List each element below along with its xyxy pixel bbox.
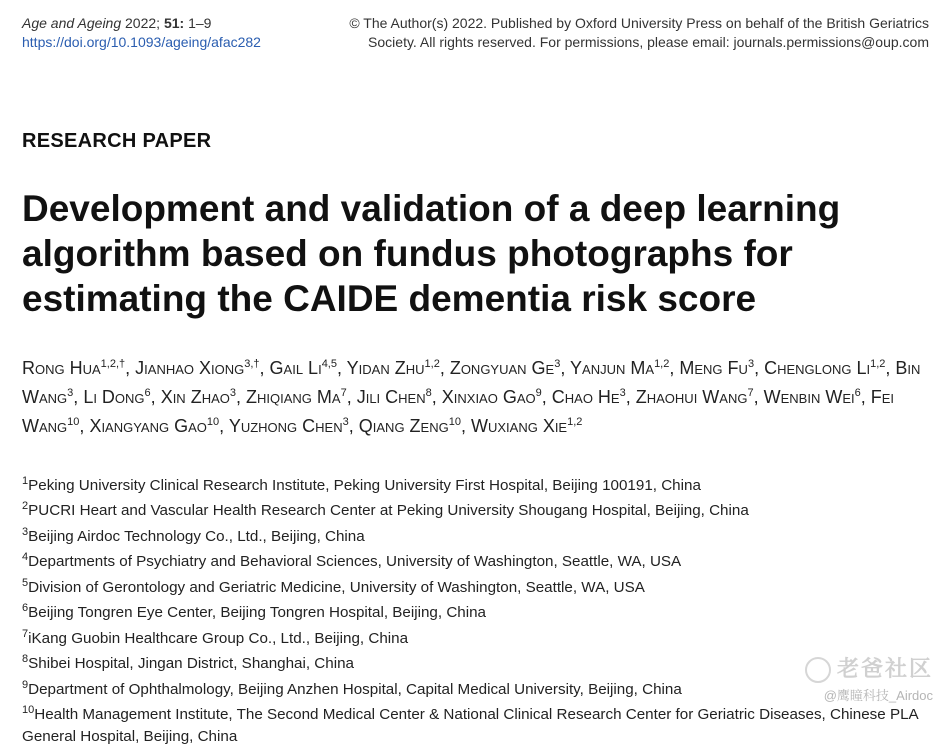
affiliation-number: 10 [22,704,35,717]
author-affiliation-marker: 3 [554,358,561,370]
affiliation-number: 4 [22,551,29,564]
author [442,387,542,407]
author [552,387,626,407]
watermark-logo-icon [805,657,831,683]
affiliation-number: 2 [22,500,29,513]
affiliation-number: 3 [22,525,29,538]
author-affiliation-marker: 6 [854,387,861,399]
affiliation-text: Division of Gerontology and Geriatric Medicine, University of Washington, Seattle, WA, USA [28,578,645,596]
author-affiliation-marker: 1,2 [567,416,583,428]
author [22,358,125,378]
author-name: Xinxiao Gao [441,387,536,407]
watermark-title [805,652,933,683]
author-name: Rong Hua [22,358,101,378]
affiliation [22,522,932,547]
author-name: Fei Wang [22,387,895,436]
affiliation-text: Health Management Institute, The Second Medical Center & National Clinical Research Center for Geriatric Diseases, Chinese PLA General Hospital, Beijing, China [22,706,918,745]
author [135,358,259,378]
author [471,416,582,436]
affiliation [22,573,932,598]
author-name: Zhaohui Wang [635,387,748,407]
doi-link[interactable]: https://doi.org/10.1093/ageing/afac282 [22,34,261,50]
author-affiliation-marker: 4,5 [321,358,337,370]
citation [22,14,261,52]
affiliation-text: Beijing Airdoc Technology Co., Ltd., Beijing, China [28,528,365,545]
author-affiliation-marker: 10 [67,416,80,428]
affiliation-number: 8 [22,653,29,666]
author [161,387,236,407]
author-name: Bin Wang [22,358,921,407]
citation-year: 2022; [121,15,164,31]
author-list: Rong Hua$^{1,2,\dagger}$, Jianhao Xiong$^{3,\dagger}$, Gail Li$^{4,5}$, Yidan Zhu$^{1,2}$, Zongyuan Ge$^3$, Yanjun Ma$^{1,2}$, Meng Fu$^3$, Chenglong Li$^{1,2}$, Bin Wang$^3$, Li Dong$^6$, Xin Zhao$^3$, Zhiqiang Ma$^7$, Jili Chen$^8$, Xinxiao Gao$^9$, Chao He$^3$, Zhaohui Wang$^7$, Wenbin Wei$^6$, Fei Wang$^{10}$, Xiangyang Gao$^{10}$, Yuzhong Chen$^3$, Qiang Zeng$^{10}$, Wuxiang Xie$^{1,2}$ [22,358,921,436]
author-affiliation-marker: 7 [340,387,347,399]
author-affiliation-marker: 9 [535,387,542,399]
author-affiliation-marker: 7 [747,387,754,399]
affiliation [22,496,932,521]
author [83,387,150,407]
author-name: Qiang Zeng [358,416,449,436]
author-affiliation-marker: 1,2 [870,358,886,370]
affiliation-number: 9 [22,678,29,691]
affiliation-list [22,471,932,747]
author-name: Wuxiang Xie [470,416,568,436]
affiliation-text: Departments of Psychiatry and Behavioral Sciences, University of Washington, Seattle, WA, USA [28,553,682,571]
author-affiliation-marker: 6 [144,387,151,399]
affiliation-text: Shibei Hospital, Jingan District, Shanghai, China [28,655,354,673]
author [764,358,885,378]
citation-volume: 51: [163,15,185,31]
author [357,387,432,407]
affiliation [22,547,932,572]
journal-name: Age and Ageing [22,15,122,31]
author-affiliation-marker: 3 [67,387,74,399]
author-name: Zhiqiang Ma [246,387,341,407]
affiliation [22,649,932,674]
affiliation [22,624,932,649]
author-name: Jili Chen [356,387,426,407]
author [229,416,349,436]
author-affiliation-marker: 8 [425,387,432,399]
author-name: Jianhao Xiong [135,358,245,378]
author-affiliation-marker: 3,† [244,358,260,370]
author-name: Wenbin Wei [763,387,855,407]
author-name: Yuzhong Chen [228,416,343,436]
affiliation [22,471,932,496]
author-name: Chao He [551,387,620,407]
author [246,387,347,407]
citation-line [22,14,261,33]
author-affiliation-marker: 3 [619,387,626,399]
author [764,387,861,407]
author [570,358,669,378]
affiliation-text: Peking University Clinical Research Institute, Peking University First Hospital, Beijing 100191, China [28,477,701,495]
author-affiliation-marker: 3 [342,416,349,428]
author-affiliation-marker: 3 [747,358,755,370]
author [679,358,754,378]
author-affiliation-marker: 1,2 [654,358,670,370]
watermark [805,652,933,704]
author-name: Chenglong Li [764,358,871,378]
affiliation-number: 6 [22,602,29,615]
author [450,358,561,378]
author [347,358,440,378]
author-name: Yanjun Ma [570,358,655,378]
author [89,416,219,436]
affiliation-number: 7 [22,627,29,640]
author-name: Gail Li [269,358,322,378]
author-name: Meng Fu [679,358,748,378]
affiliation [22,598,932,623]
affiliation-number: 1 [22,475,29,487]
author-affiliation-marker: 10 [206,416,220,428]
copyright-notice: © The Author(s) 2022. Published by Oxford University Press on behalf of the British Geriatrics Society. All rights reserved. For permissions, please email: journals.permissions@oup.com [349,15,929,50]
affiliation [22,700,932,747]
author [359,416,461,436]
author-name: Xiangyang Gao [89,416,207,436]
author [636,387,754,407]
affiliation-number: 5 [22,576,29,589]
author-name: Li Dong [83,387,145,407]
citation-pages: 1–9 [184,15,212,31]
author [270,358,337,378]
author-affiliation-marker: 3 [229,387,236,399]
author-name: Zongyuan Ge [449,358,555,378]
watermark-handle: @鹰瞳科技_Airdoc [823,688,933,704]
affiliation-text: Beijing Tongren Eye Center, Beijing Tongren Hospital, Beijing, China [28,604,487,622]
author-affiliation-marker: 10 [448,416,461,428]
watermark-top-text: 老爸社区 [836,656,933,681]
article-title: Development and validation of a deep learning algorithm based on fundus photographs for estimating the CAIDE dementia risk score [22,188,841,319]
affiliation-text: PUCRI Heart and Vascular Health Research Center at Peking University Shougang Hospital, Beijing, China [28,502,749,520]
author-name: Xin Zhao [160,387,230,407]
section-label: RESEARCH PAPER [22,130,212,152]
affiliation [22,675,932,700]
author-name: Yidan Zhu [346,358,425,378]
author-affiliation-marker: 1,2 [424,358,440,370]
affiliation-text: iKang Guobin Healthcare Group Co., Ltd., Beijing, China [28,629,409,647]
author-affiliation-marker: 1,2,† [100,358,126,370]
affiliation-text: Department of Ophthalmology, Beijing Anzhen Hospital, Capital Medical University, Beijing, China [28,680,682,698]
